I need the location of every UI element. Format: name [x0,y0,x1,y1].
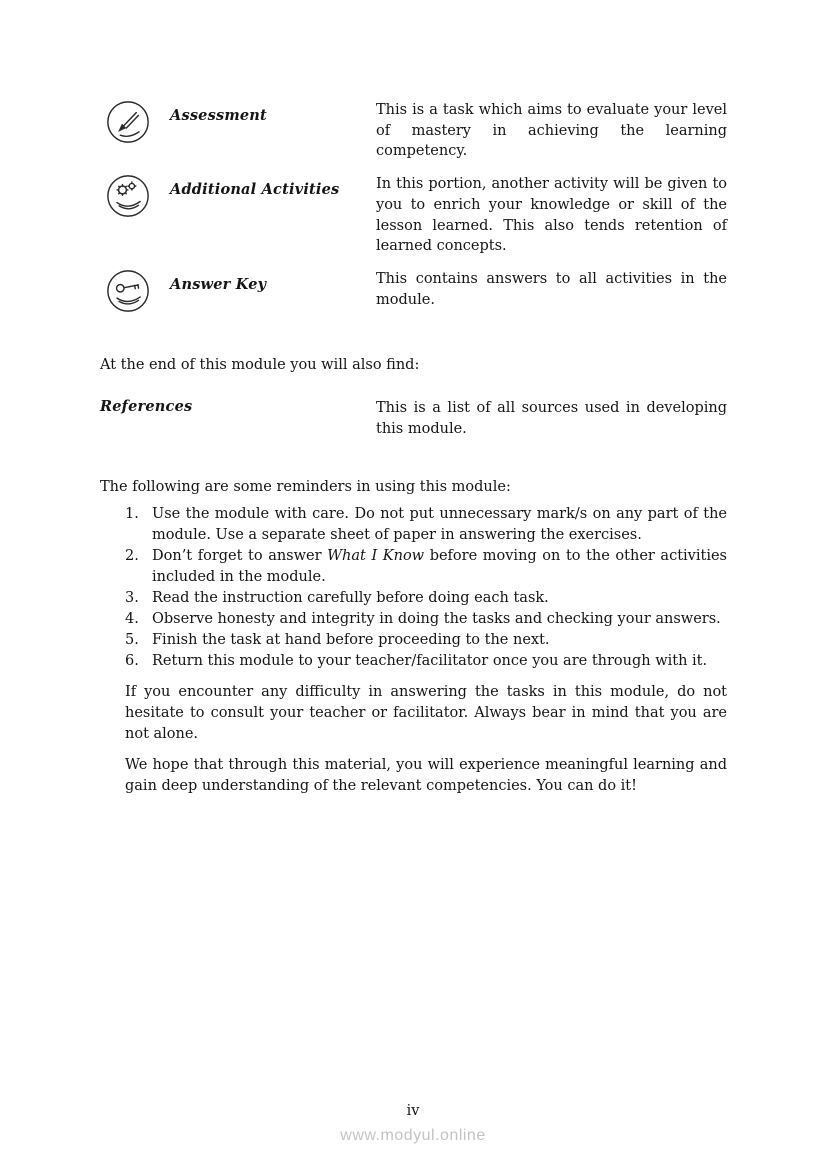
assessment-label: Assessment [170,107,267,124]
list-item-text: Read the instruction carefully before doing each task. [152,589,549,606]
list-item [125,630,727,651]
references-section [100,398,727,439]
answer-key-description: This contains answers to all activities in the module. [376,271,727,308]
list-item-number: 3. [125,589,139,606]
additional-activities-icon [106,174,150,218]
additional-activities-label: Additional Activities [170,181,340,199]
list-item-text: Don’t forget to answer What I Know before moving on to the other activities included in the module. [152,547,727,585]
list-item-text: Return this module to your teacher/facilitator once you are through with it. [152,652,708,669]
list-item [125,651,727,672]
list-item [125,504,727,546]
watermark: www.modyul.online [340,1127,486,1144]
list-item [125,546,727,588]
list-item-number: 1. [125,505,139,522]
reminders-list [100,504,727,672]
assessment-description: This is a task which aims to evaluate your level of mastery in achieving the learning competency. [376,102,727,160]
page-number: iv [406,1103,420,1119]
closing-paragraph: We hope that through this material, you will experience meaningful learning and gain deep understanding of the relevant competencies. You can do it! [125,756,727,794]
assessment-section [100,100,727,162]
list-item-text: Observe honesty and integrity in doing the tasks and checking your answers. [152,610,721,627]
list-item [125,588,727,609]
list-item [125,609,727,630]
list-item-text: Finish the task at hand before proceeding to the next. [152,631,550,648]
list-item-number: 5. [125,631,139,648]
additional-activities-description: In this portion, another activity will be given to you to enrich your knowledge or skill of the lesson learned. This also tends retention of learned concepts. [376,176,727,255]
list-item-number: 6. [125,652,139,669]
assessment-icon [106,100,150,144]
list-item-number: 2. [125,547,139,564]
answer-key-label: Answer Key [170,276,267,294]
references-label: References [100,398,193,416]
list-item-text: Use the module with care. Do not put unnecessary mark/s on any part of the module. Use a separate sheet of paper in answering the exercises. [152,505,727,543]
reminders-intro: The following are some reminders in using this module: [100,478,511,495]
end-note: At the end of this module you will also find: [100,357,420,374]
list-item-number: 4. [125,610,139,627]
answer-key-section [100,269,727,313]
references-description: This is a list of all sources used in developing this module. [376,400,727,437]
closing-paragraph: If you encounter any difficulty in answering the tasks in this module, do not hesitate to consult your teacher or facilitator. Always bear in mind that you are not alone. [125,683,727,742]
answer-key-icon [106,269,150,313]
additional-activities-section [100,174,727,257]
